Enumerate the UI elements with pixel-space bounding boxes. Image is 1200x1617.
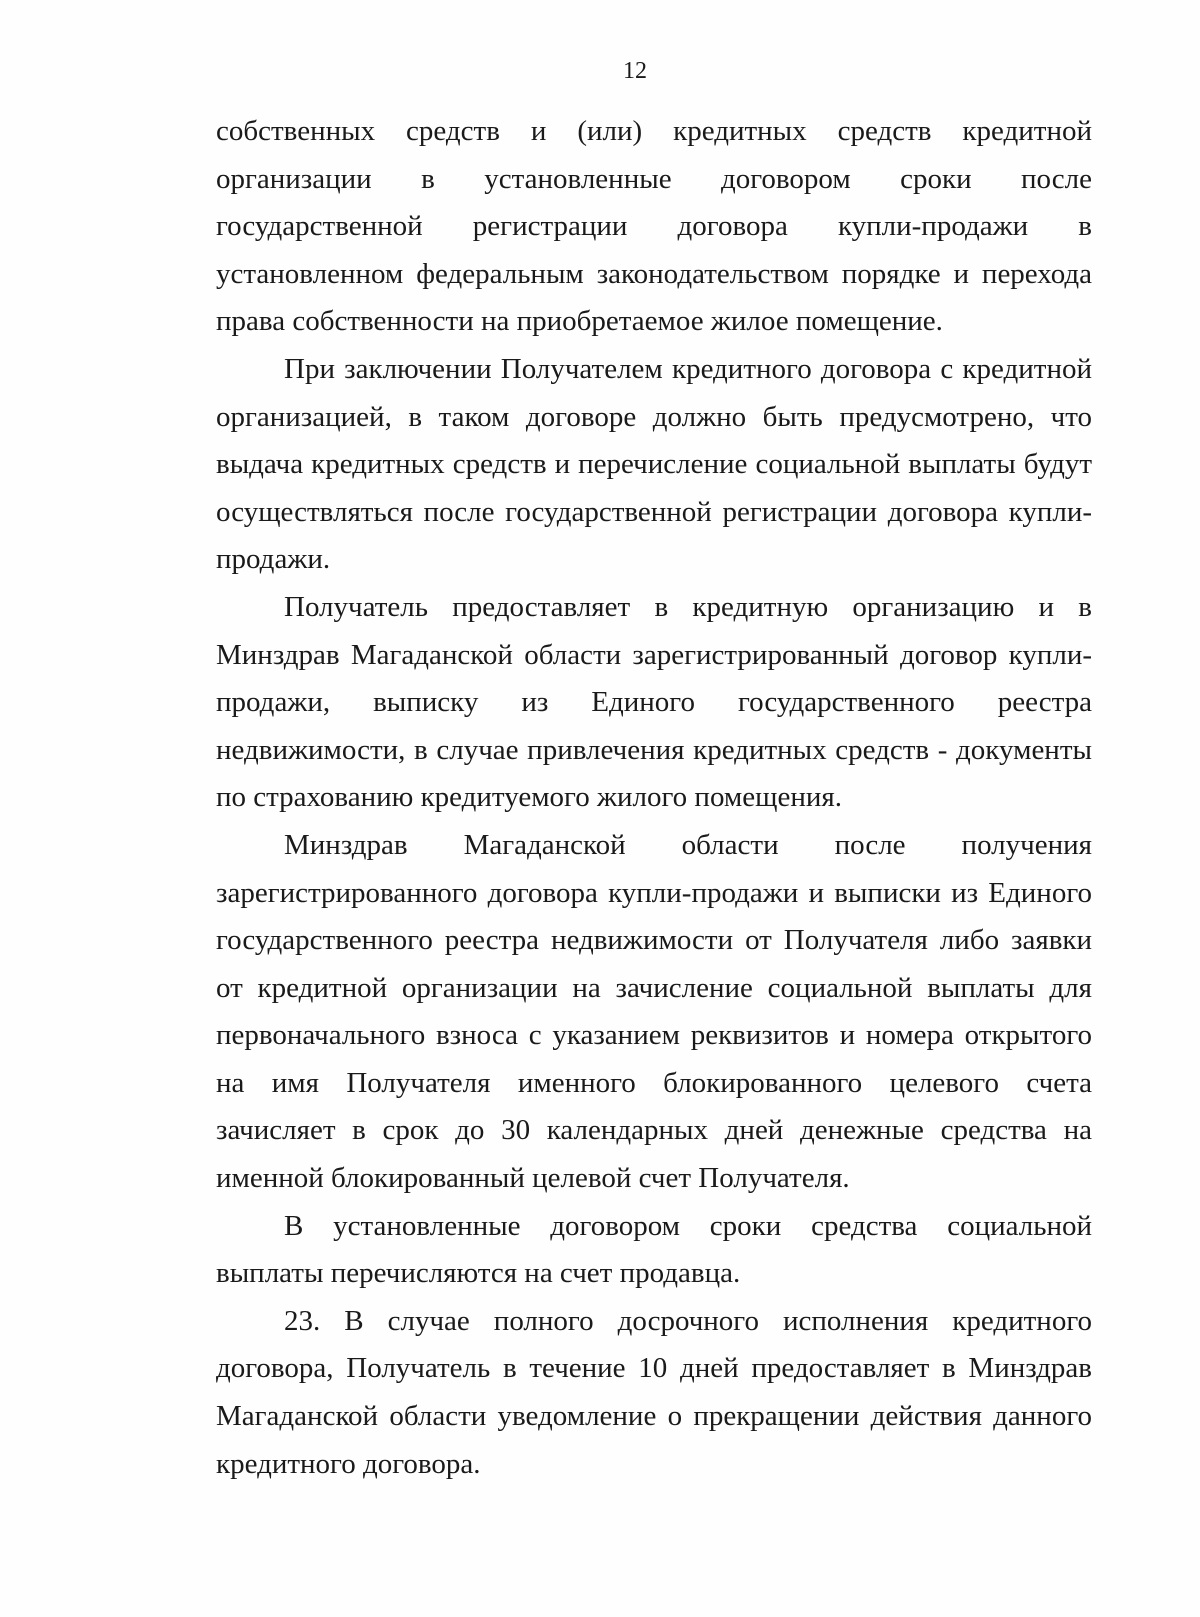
paragraph-seller-payment: В установленные договором сроки средства социальной выплаты перечисляются на счет продавца. bbox=[216, 1209, 1092, 1290]
paragraph-documents-submission: Получатель предоставляет в кредитную организацию и в Минздрав Магаданской области зарегистрированный договор купли-продажи, выписку из Единого государственного реестра недвижимости, в случае привлечения кредитных средств - документы по страхованию кредитуемого жилого помещения. bbox=[216, 590, 1092, 814]
paragraph-continuation: собственных средств и (или) кредитных средств кредитной организации в установленные договором сроки после государственной регистрации договора купли-продажи в установленном федеральным законодательством порядке и перехода права собственности на приобретаемое жилое помещение. bbox=[216, 115, 1092, 338]
paragraph-funds-transfer: Минздрав Магаданской области после получения зарегистрированного договора купли-продажи и выписки из Единого государственного реестра недвижимости от Получателя либо заявки от кредитной организации на зачисление социальной выплаты для первоначального взноса с указанием реквизитов и номера открытого на имя Получателя именного блокированного целевого счета зачисляет в срок до 30 календарных дней денежные средства на именной блокированный целевой счет Получателя. bbox=[216, 828, 1092, 1195]
paragraph-item-23: 23. В случае полного досрочного исполнения кредитного договора, Получатель в течение 10 дней предоставляет в Минздрав Магаданской области уведомление о прекращении действия данного кредитного договора. bbox=[216, 1304, 1092, 1480]
paragraph-credit-agreement: При заключении Получателем кредитного договора с кредитной организацией, в таком договоре должно быть предусмотрено, что выдача кредитных средств и перечисление социальной выплаты будут осуществляться после государственной регистрации договора купли-продажи. bbox=[216, 352, 1092, 576]
page-number: 12 bbox=[623, 58, 647, 84]
document-body bbox=[216, 108, 1092, 1488]
